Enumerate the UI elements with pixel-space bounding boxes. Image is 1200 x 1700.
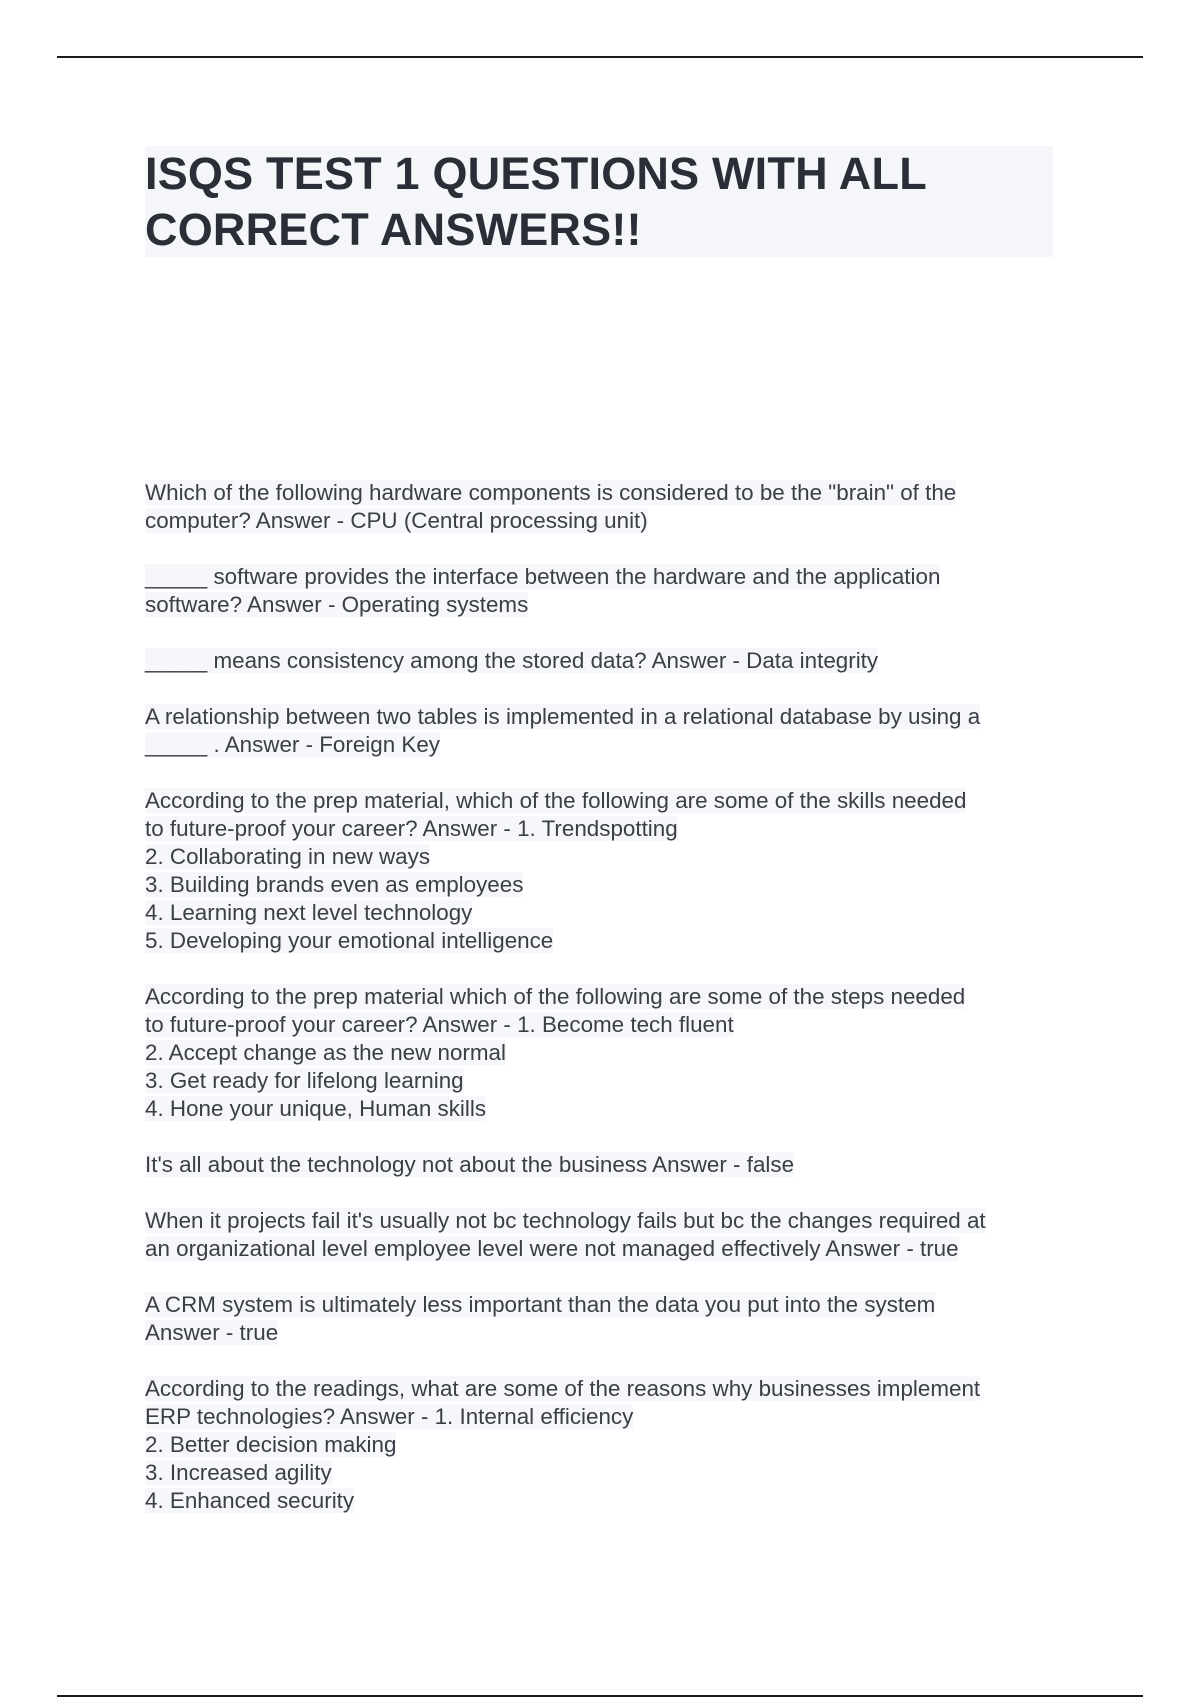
qa-item [145, 479, 1065, 535]
qa-line [145, 787, 1065, 815]
qa-line-text: an organizational level employee level were not managed effectively Answer - true [145, 1236, 959, 1261]
qa-line [145, 1039, 1065, 1067]
qa-line-text: When it projects fail it's usually not bc technology fails but bc the changes required at [145, 1208, 986, 1233]
qa-line-text: 2. Collaborating in new ways [145, 844, 431, 869]
qa-item [145, 1151, 1065, 1179]
qa-line-text: computer? Answer - CPU (Central processing unit) [145, 508, 648, 533]
qa-item [145, 1291, 1065, 1347]
qa-line [145, 563, 1065, 591]
qa-item [145, 563, 1065, 619]
qa-line [145, 1487, 1065, 1515]
qa-line-text: A CRM system is ultimately less important than the data you put into the system [145, 1292, 936, 1317]
qa-line [145, 1459, 1065, 1487]
qa-line-text: ERP technologies? Answer - 1. Internal efficiency [145, 1404, 634, 1429]
qa-line [145, 703, 1065, 731]
title-line-2: CORRECT ANSWERS!! [145, 204, 642, 255]
qa-line [145, 871, 1065, 899]
qa-line [145, 1151, 1065, 1179]
qa-line [145, 927, 1065, 955]
qa-line-text: 3. Building brands even as employees [145, 872, 524, 897]
qa-line [145, 1431, 1065, 1459]
qa-line-text: 2. Better decision making [145, 1432, 397, 1457]
title-block [145, 146, 1053, 257]
qa-line-text: to future-proof your career? Answer - 1. Become tech fluent [145, 1012, 734, 1037]
qa-line [145, 1011, 1065, 1039]
qa-line-text: 5. Developing your emotional intelligence [145, 928, 554, 953]
qa-line-text: According to the readings, what are some of the reasons why businesses implement [145, 1376, 981, 1401]
qa-line-text: According to the prep material, which of the following are some of the skills needed [145, 788, 967, 813]
qa-item [145, 1375, 1065, 1515]
qa-line [145, 899, 1065, 927]
qa-line [145, 843, 1065, 871]
qa-line [145, 507, 1065, 535]
qa-line-text: 4. Learning next level technology [145, 900, 473, 925]
qa-line [145, 1403, 1065, 1431]
qa-line [145, 1235, 1065, 1263]
qa-line [145, 1207, 1065, 1235]
qa-line-text: It's all about the technology not about the business Answer - false [145, 1152, 795, 1177]
qa-item [145, 983, 1065, 1123]
qa-line [145, 983, 1065, 1011]
qa-line-text: 3. Increased agility [145, 1460, 332, 1485]
qa-line [145, 1095, 1065, 1123]
bottom-divider [57, 1695, 1143, 1697]
qa-line [145, 647, 1065, 675]
qa-list [145, 479, 1065, 1543]
qa-line [145, 1375, 1065, 1403]
qa-line [145, 591, 1065, 619]
qa-line [145, 815, 1065, 843]
qa-line-text: Which of the following hardware components is considered to be the "brain" of the [145, 480, 957, 505]
document-title [145, 146, 1053, 258]
qa-line-text: _____ software provides the interface between the hardware and the application [145, 564, 941, 589]
qa-item [145, 703, 1065, 759]
qa-item [145, 647, 1065, 675]
qa-line-text: _____ . Answer - Foreign Key [145, 732, 440, 757]
qa-line-text: According to the prep material which of the following are some of the steps needed [145, 984, 966, 1009]
qa-line [145, 479, 1065, 507]
qa-line-text: A relationship between two tables is implemented in a relational database by using a [145, 704, 981, 729]
qa-line [145, 1291, 1065, 1319]
qa-line-text: 3. Get ready for lifelong learning [145, 1068, 464, 1093]
qa-line [145, 1067, 1065, 1095]
top-divider [57, 56, 1143, 58]
qa-line-text: to future-proof your career? Answer - 1. Trendspotting [145, 816, 678, 841]
qa-line-text: software? Answer - Operating systems [145, 592, 529, 617]
qa-line-text: 4. Enhanced security [145, 1488, 355, 1513]
qa-line-text: Answer - true [145, 1320, 279, 1345]
title-line-1: ISQS TEST 1 QUESTIONS WITH ALL [145, 148, 927, 199]
qa-line [145, 1319, 1065, 1347]
qa-item [145, 787, 1065, 955]
qa-line [145, 731, 1065, 759]
qa-line-text: _____ means consistency among the stored data? Answer - Data integrity [145, 648, 879, 673]
qa-line-text: 2. Accept change as the new normal [145, 1040, 506, 1065]
qa-item [145, 1207, 1065, 1263]
qa-line-text: 4. Hone your unique, Human skills [145, 1096, 487, 1121]
